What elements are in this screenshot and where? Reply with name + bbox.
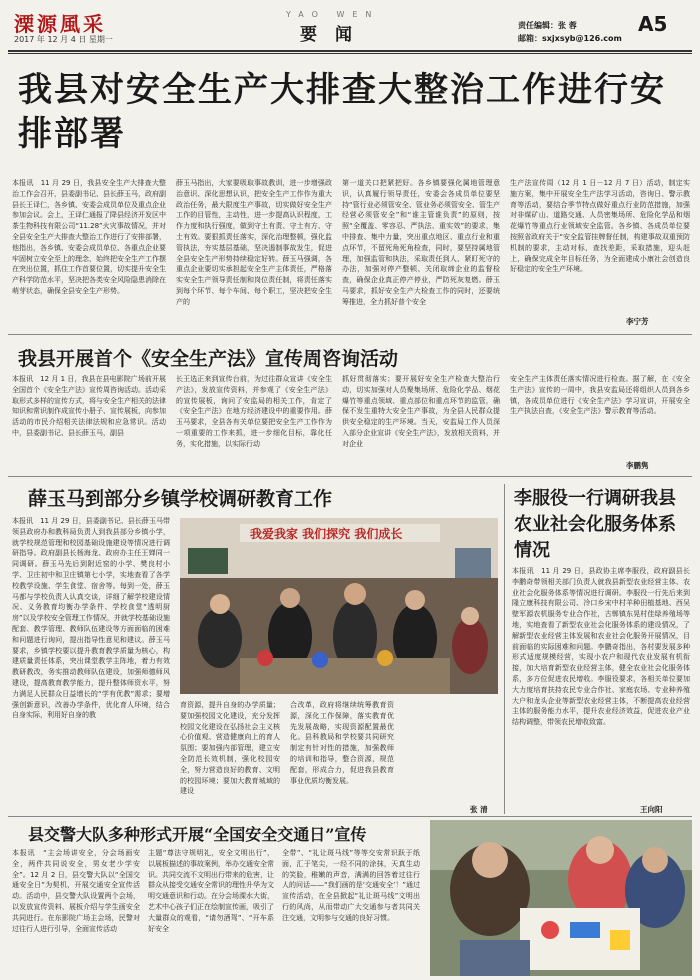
traffic-col3: 全带”、“礼让斑马线”等等交安常识跃于纸面，汇于笔尖，一经不同的涂抹，天真生动的笑脸，稚嫩的声音，满满的回答着过往行人的问话——“我们画的是‘交通安全’！”通过宣传活动，在全县掀起“礼让斑马线”文明出行的风尚，从而带动广大交通参与者共同关注交通，文明参与交通的良好习惯。	[282, 849, 420, 922]
traffic-col2: 主题“尊法守规明礼，安全文明出行”，以展板描述的事故案例，举办交通安全常识。共同交流不文明出行带来的危害，让群众从接受交通安全常识的理性升华为文明交通意识和行动。在分会场溧水大街，艺术中心孩子们正在绘制宣传画，吸引了大量群众的观看，“请勿酒驾”、“开车系好安全	[148, 849, 274, 933]
traffic-col1: 本报讯 “主会场讲安全，分会场画安全，两件共同说安全，男女老少学安全”。12 月 2 日，县交警大队以“全国交通安全日”为契机，开展交通安全宣传活动。活动中，县交警大队设置两个会场，以发放宣传资料、展板介绍与学生画安全共同进行。在东影院广场主会场，民警对过往行人进行引导，全面宣传活动	[12, 849, 140, 933]
law-week-col1: 本报讯 12 月 1 日，我县在县电影院广场前开展全国首个《安全生产法》宣传周咨询活动。活动采取形式多样的宣传方式，将与安全生产相关的法律知识和常识制作成宣传小册子、宣传展板，向参加活动的市民介绍相关法律法规和应急常识。活动中，县委副书记、县长薛玉马，副县	[12, 375, 166, 437]
editor-name: 责任编辑：张 蓉	[518, 21, 577, 30]
classroom-banner: 我爱我家 我们探究 我们成长	[250, 527, 403, 541]
editor-email: 邮箱：sxjxsyb@126.com	[518, 34, 622, 43]
main-article-col1: 本报讯 11 月 29 日，我县安全生产大排查大整治工作会召开，县委副书记、县长薛玉马，政府副县长王译仁，各乡镇、安委会成员单位及重点企业参加会议。会上，王译仁通报了降县经济开发区中茶生物科技有限公司“11.28”火灾事故情况，并对全县安全生产大排查大整治工作进行了安排部署，他指出，各乡镇、安委会成员单位、各重点企业要牢固树立安全至上的理念，始终把安全生产工作摆在突出位置，抓住工作首要位置，切实提升安全生产科学防范水平，坚决把各类安全风险隐患消除在萌芽状态，确保全县安全生产形势。	[12, 179, 166, 295]
law-week-col3: 抓好贯彻落实；要开展好安全生产检查大整治行动，切实加强对人员聚集场所、危险化学品、烟花爆竹等重点领域、重点部位和重点环节的监管，确保不发生重特大安全生产事故，为全县人民群众提供安全稳定的生产环境。当天，安监局工作人员深入部分企业宣讲《安全生产法》，发放相关资料，并对企业	[342, 375, 500, 448]
traffic-headline: 县交警大队多种形式开展“全国安全交通日”宣传	[28, 825, 367, 844]
education-col1: 本报讯 11 月 29 日，县委副书记、县长薛玉马带领县政府办和教科局负责人到我县部分乡镇小学，就学校规范管理和校园基础设施建设等情况进行调研指导。政府副县长杨海龙、政府办主任王婵同一同调研。薛玉马先后到附近窑的小学、樊良村小学、卫庄初中和卫庄镇第七小学，实地查看了各学校教学设施、学生食堂、宿舍等。每到一处，薛玉马都与学校负责人认真交谈，详细了解学校建设情况、义务教育均衡办学条件、学校食堂“透明厨房”以及学校安全管理工作情况，并就学校基础设施配套、教学管理、教师队伍建设等方面面临的困难和问题进行询问，提出指导性意见和建议。薛玉马要求，乡镇学校要以提升教育教学质量为核心，构建质量责任体系，突出课堂教学主阵地，着力有效教研教改，务实推动教师队伍建设，加强师德师风建设，提高教育教学能力，提升整体师资水平，努力满足人民群众日益增长的“学有优教”需求；要增强创新意识，改善办学条件，优化育人环境，结合自身实际，利用好自身的教	[12, 517, 170, 720]
education-col2: 育资源，提升自身的办学质量；要加强校园文化建设，充分发挥校园文化建设在弘扬社会主义核心价值观、营造健康向上的育人氛围；要加强内部管理，建立安全防范长效机制，强化校园安全，努力营造良好的教育、文明的校园环境；要加大教育城域的建设	[180, 701, 280, 796]
law-week-col4: 安全生产主体责任落实情况进行检查。据了解，在《安全生产法》宣传的一周中，我县安监局还将组织人员到各乡镇，各成员单位进行《安全生产法》学习宣讲，开展安全生产执法自查，《安全生产法》警示教育等活动。	[510, 375, 690, 416]
law-week-col2: 长王选正来到宣传台前，为过往群众宣讲《安全生产法》，发放宣传资料，并参观了《安全生产法》的宣传展板，询问了安监局的相关工作，肯定了《安全生产法》在地方经济建设中的重要作用。薛玉马要求，全县各有关单位要把安全生产工作作为一项重要的工作来抓，进一步细化目标，靠化任务，实化措施，以实际行动	[176, 375, 332, 448]
children-drawing-photo	[430, 820, 692, 976]
issue-date: 2017 年 12 月 4 日 星期一	[14, 35, 113, 44]
agri-col1: 本报讯 11 月 29 日，县政协主席李服役，政府副县长李鹏奇带领相关部门负责人就我县新型农业经营主体、农业社会化服务体系等情况进行调研。李服役一行先后来到隆立康科技有限公司、冷口乡宋中村羊种田植基地、西吴壁军源农机服务专业合作社，古郸镇东晃村佳绿养殖场等地，实地查看了新型农业社会化服务体系的建设情况，了解新型农业经营主体发展和农业社会化服务开展情况，目前面临的实际困难和问题。李鹏奇指出，各村要发展多种形式适度规模经营，实现小农户和现代农业发展有机衔接，加大培育新型农业经营主体，健全农业社会化服务体系，多方位促进农民增收。李服役要求，各相关单位要加大力度培育扶持农民专业合作社、家庭农场、专业种养殖大户和龙头企业等新型农业经营主体，不断提高农业经营主体的服务能力水平，提升农业经济效益，促进农业产业结构调整，带领农民增收致富。	[512, 567, 690, 727]
law-week-author: 李鹏隽	[626, 461, 649, 470]
section-title: 要闻	[300, 25, 370, 45]
page-number: A5	[638, 12, 668, 36]
classroom-photo-art	[180, 518, 498, 694]
education-headline: 薛玉马到部分乡镇学校调研教育工作	[28, 488, 333, 510]
main-headline: 我县对安全生产大排查大整治工作进行安排部署	[18, 70, 666, 154]
education-col3: 合改革，政府将继续统筹教育资源，深化工作保障，落实教育优先发展战略，实现资源配置最优化。县科教局和学校要共同研究制定有针对性的措施，加强教师的培训和指导，整合资源，规范配套，形成合力，促进我县教育事业优质均衡发展。	[290, 701, 394, 785]
agri-headline: 李服役一行调研我县农业社会化服务体系情况	[514, 488, 676, 561]
section-divider	[8, 476, 692, 477]
column-divider	[504, 484, 505, 814]
main-article-col2: 薛玉马指出，大家要吸取事故教训，进一步增强政治意识、深化思想认识，把安全生产工作作为重大政治任务，最大限度生产事故，切实做好安全生产工作的目管性，主动性，进一步提高认识程度，工作力度和执行强度，做到守土有责、守土有方、守土有效。要狠抓责任落实，深化治理整顿，强化监管执法，夯实基层基础，坚决遏制事故发生，促进全县安全生产形势持续稳定好转。薛玉马强调，各重点企业要切实承担起安全生产主体责任，严格落实安全生产领导责任制和岗位责任制，将责任落实到每个环节、每个车间、每个职工，坚决把安全生产的	[176, 179, 332, 306]
education-author: 张 清	[470, 805, 488, 814]
masthead-rule	[8, 50, 692, 52]
main-article-col4: 生产法宣传周（12 月 1 日－12 月 7 日）活动，制定实施方案，集中开展安全生产法学习活动，咨询日、警示教育等活动，要结合季节特点做好重点行业防范措施，加强对非煤矿山、道路交通、人员密集场所、危险化学品和烟花爆竹等重点行业领域安全监管。各乡镇、各成员单位要按照省政府关于“安全监管挂牌督任制，构建事故双重预防机制的要求，主动对标，查找差距，采取措施，迎头赶上，确保完成全年目标任务，为全面建成小康社会创造良好稳定的安全生产环境。	[510, 179, 690, 274]
classroom-photo	[180, 518, 498, 694]
agri-author: 王向阳	[640, 805, 663, 814]
law-week-headline: 我县开展首个《安全生产法》宣传周咨询活动	[18, 348, 399, 370]
newspaper-logo: 溧源風采	[14, 12, 106, 36]
section-divider	[8, 816, 692, 817]
section-pinyin: YAO WEN	[286, 10, 380, 19]
children-drawing-photo-art	[430, 820, 692, 976]
main-article-author: 李宁芳	[626, 317, 649, 326]
masthead-rule-thin	[8, 53, 692, 54]
section-divider	[8, 334, 692, 335]
main-article-col3: 第一道关口把紧把好。各乡镇要强化属地管理意识，认真履行领导责任，安委会各成员单位要坚持“管行业必须管安全、管业务必须管安全、管生产经营必须管安全”和“谁主管谁负责”的原则，按照“全覆盖、零容忍、严执法、重实效”的要求，集中排查、集中力量，突出重点地区、重点行业和重点环节，不留死角死角检查，同时，要坚持属地管理，加强监管和执法，采取责任到人、紧盯死守的办法，加强对停产整顿、关闭取缔企业的监督检查，确保企业真正停产停业，严防死灰复燃。薛玉马要求，抓好安全生产大检查工作的同时，还要统筹推进，全力抓好普个安全	[342, 179, 500, 306]
